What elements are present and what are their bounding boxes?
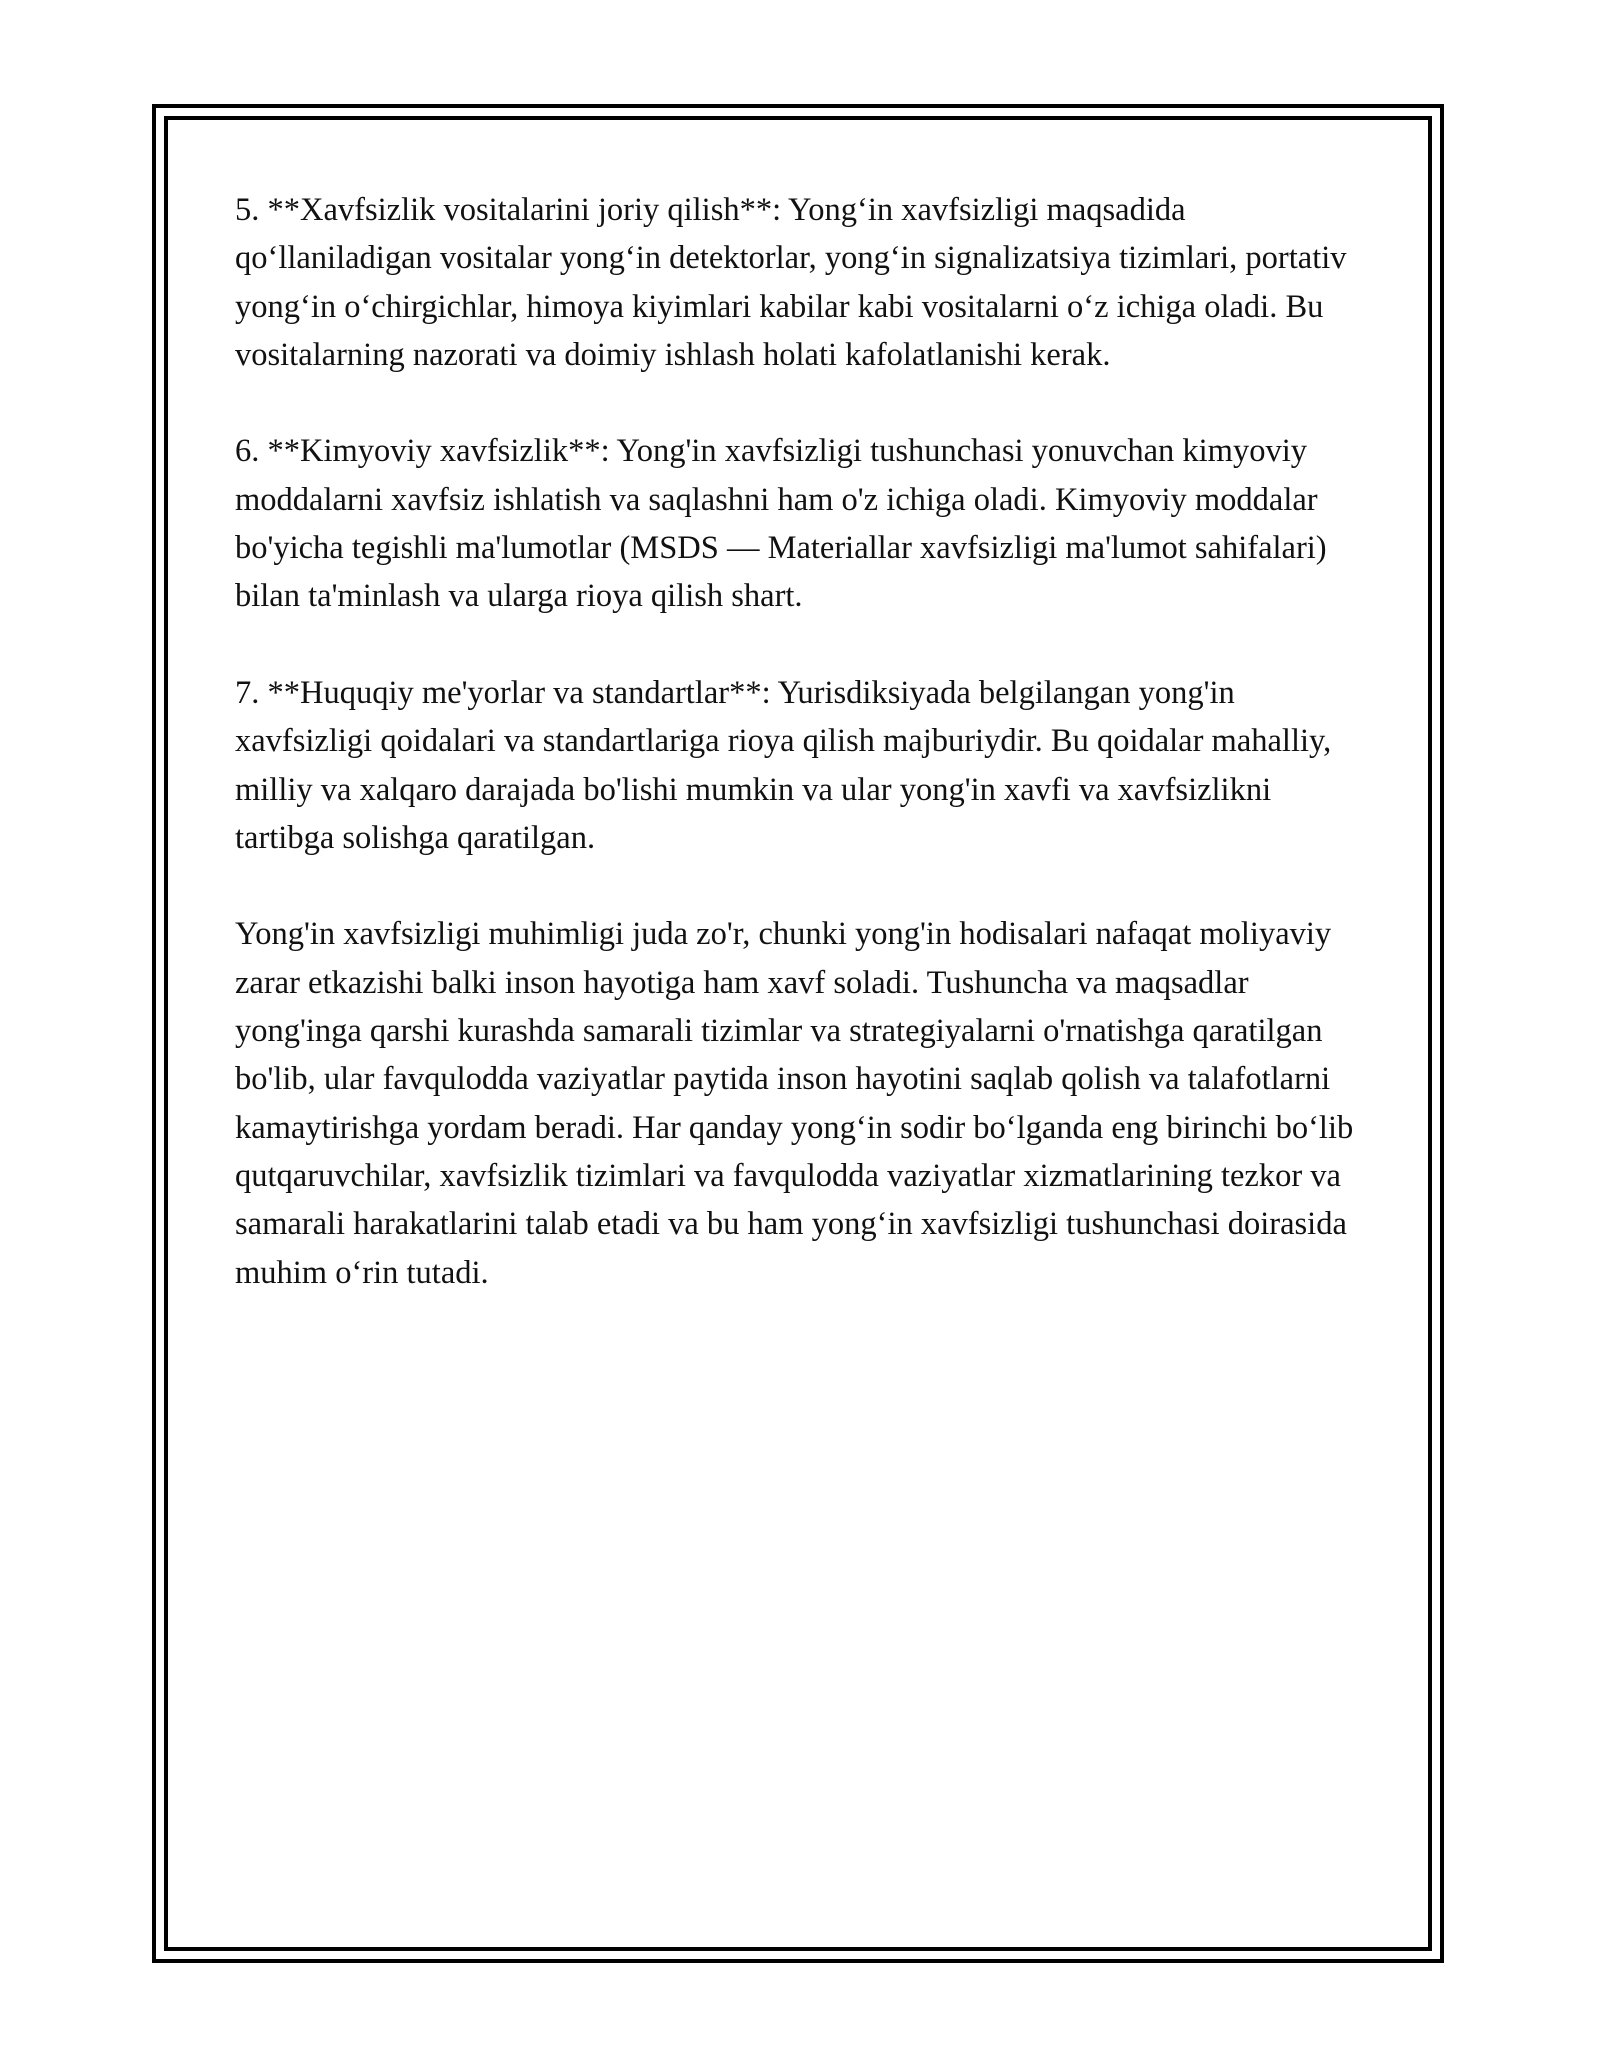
paragraph-item-6: 6. **Kimyoviy xavfsizlik**: Yong'in xavfsizligi tushunchasi yonuvchan kimyoviy moddalarni xavfsiz ishlatish va saqlashni ham o'z ichiga oladi. Kimyoviy moddalar bo'yicha tegishli ma'lumotlar (MSDS — Materiallar xavfsizligi ma'lumot sahifalari) bilan ta'minlash va ularga rioya qilish shart. [235,433,1327,615]
document-body [235,186,1370,1345]
paragraph-conclusion: Yong'in xavfsizligi muhimligi juda zo'r, chunki yong'in hodisalari nafaqat moliyaviy zarar etkazishi balki inson hayotiga ham xavf soladi. Tushuncha va maqsadlar yong'inga qarshi kurashda samarali tizimlar va strategiyalarni o'rnatishga qaratilgan bo'lib, ular favqulodda vaziyatlar paytida inson hayotini saqlab qolish va talafotlarni kamaytirishga yordam beradi. Har qanday yong‘in sodir bo‘lganda eng birinchi bo‘lib qutqaruvchilar, xavfsizlik tizimlari va favqulodda vaziyatlar xizmatlarining tezkor va samarali harakatlarini talab etadi va bu ham yong‘in xavfsizligi tushunchasi doirasida muhim o‘rin tutadi. [235,916,1354,1291]
paragraph-item-5: 5. **Xavfsizlik vositalarini joriy qilish**: Yong‘in xavfsizligi maqsadida qo‘llaniladigan vositalar yong‘in detektorlar, yong‘in signalizatsiya tizimlari, portativ yong‘in o‘chirgichlar, himoya kiyimlari kabilar kabi vositalarni o‘z ichiga oladi. Bu vositalarning nazorati va doimiy ishlash holati kafolatlanishi kerak. [235,192,1347,373]
paragraph-item-7: 7. **Huquqiy me'yorlar va standartlar**: Yurisdiksiyada belgilangan yong'in xavfsizligi qoidalari va standartlariga rioya qilish majburiydir. Bu qoidalar mahalliy, milliy va xalqaro darajada bo'lishi mumkin va ular yong'in xavfi va xavfsizlikni tartibga solishga qaratilgan. [235,674,1332,856]
